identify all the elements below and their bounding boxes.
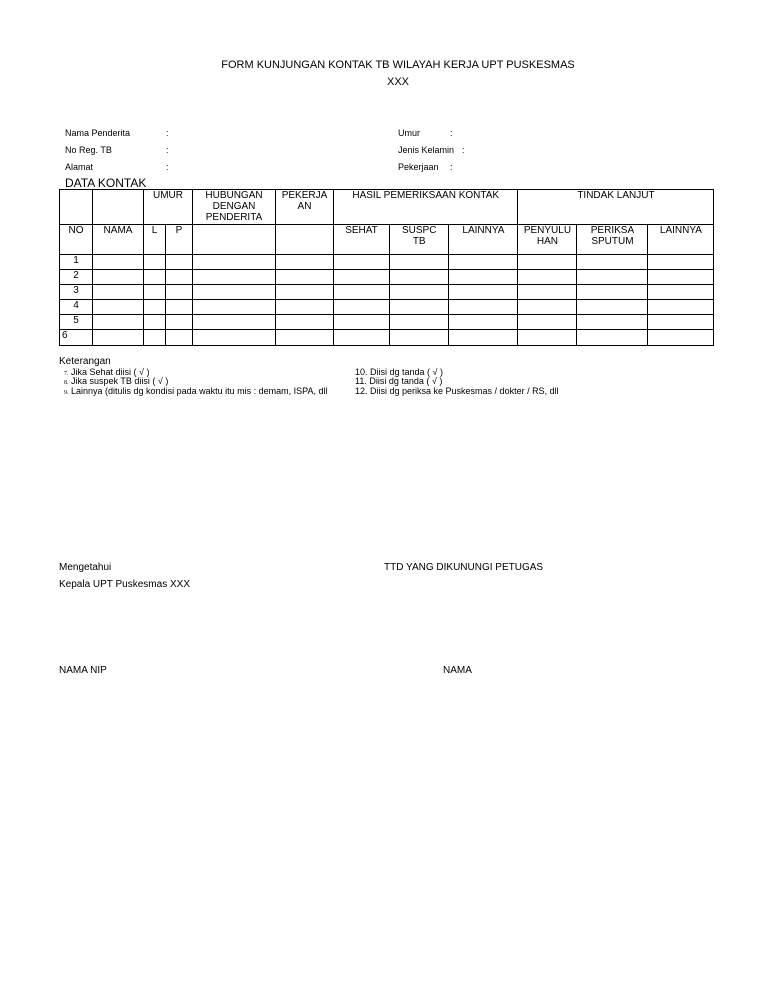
cell[interactable]	[93, 255, 144, 270]
field-sep: :	[462, 145, 465, 155]
row-number: 5	[60, 315, 93, 330]
row-number: 2	[60, 270, 93, 285]
header-nama: NAMA	[93, 225, 144, 255]
table-row	[60, 330, 714, 346]
field-sep: :	[166, 145, 169, 155]
cell[interactable]	[390, 285, 449, 300]
note-number: 9.	[64, 390, 69, 396]
header-sehat: SEHAT	[334, 225, 390, 255]
header-hasil-pemeriksaan: HASIL PEMERIKSAAN KONTAK	[334, 190, 518, 225]
table-row	[60, 270, 714, 285]
field-label-alamat: Alamat	[65, 162, 94, 172]
cell[interactable]	[518, 315, 577, 330]
cell[interactable]	[648, 270, 714, 285]
cell[interactable]	[193, 285, 276, 300]
cell[interactable]	[390, 300, 449, 315]
header-periksa-sputum: PERIKSA SPUTUM	[577, 225, 648, 255]
cell[interactable]	[166, 315, 193, 330]
table-header-row-2	[60, 225, 714, 255]
note-item: 10. Diisi dg tanda ( √ )	[355, 367, 443, 377]
cell[interactable]	[144, 270, 166, 285]
table-row	[60, 315, 714, 330]
cell[interactable]	[648, 285, 714, 300]
row-number: 3	[60, 285, 93, 300]
signature-ttd-petugas: TTD YANG DIKUNUNGI PETUGAS	[384, 562, 544, 573]
form-subtitle: XXX	[386, 76, 409, 88]
cell[interactable]	[334, 255, 390, 270]
row-number: 6	[60, 330, 93, 346]
cell[interactable]	[93, 300, 144, 315]
header-blank	[60, 190, 93, 225]
field-label-umur: Umur	[398, 128, 420, 138]
cell[interactable]	[193, 270, 276, 285]
header-blank	[193, 225, 276, 255]
cell[interactable]	[166, 270, 193, 285]
cell[interactable]	[276, 300, 334, 315]
table-header-row-1	[60, 190, 714, 225]
cell[interactable]	[648, 300, 714, 315]
header-blank	[276, 225, 334, 255]
cell[interactable]	[518, 330, 577, 346]
cell[interactable]	[334, 330, 390, 346]
signature-name: NAMA	[443, 665, 472, 676]
cell[interactable]	[276, 315, 334, 330]
field-sep: :	[450, 162, 453, 172]
cell[interactable]	[390, 255, 449, 270]
note-text: Lainnya (ditulis dg kondisi pada waktu itu mis : demam, ISPA, dll	[71, 386, 328, 396]
header-no: NO	[60, 225, 93, 255]
cell[interactable]	[93, 270, 144, 285]
note-number: 7.	[64, 371, 69, 377]
header-penyuluhan: PENYULU HAN	[518, 225, 577, 255]
note-number: 8.	[64, 380, 69, 386]
header-lainnya: LAINNYA	[648, 225, 714, 255]
cell[interactable]	[518, 270, 577, 285]
cell[interactable]	[518, 255, 577, 270]
cell[interactable]	[449, 330, 518, 346]
cell[interactable]	[93, 330, 144, 346]
cell[interactable]	[144, 285, 166, 300]
cell[interactable]	[193, 330, 276, 346]
field-label-pekerjaan: Pekerjaan	[398, 162, 439, 172]
note-item: 11. Diisi dg tanda ( √ )	[355, 376, 443, 386]
section-title: DATA KONTAK	[65, 176, 147, 190]
cell[interactable]	[648, 315, 714, 330]
cell[interactable]	[276, 330, 334, 346]
cell[interactable]	[449, 315, 518, 330]
cell[interactable]	[93, 285, 144, 300]
cell[interactable]	[166, 285, 193, 300]
note-item	[64, 386, 327, 396]
cell[interactable]	[193, 300, 276, 315]
cell[interactable]	[93, 315, 144, 330]
cell[interactable]	[193, 255, 276, 270]
header-umur: UMUR	[144, 190, 193, 225]
table-row	[60, 255, 714, 270]
cell[interactable]	[518, 285, 577, 300]
cell[interactable]	[518, 300, 577, 315]
note-text: Jika suspek TB diisi ( √ )	[71, 376, 169, 386]
data-kontak-table	[59, 189, 714, 346]
cell[interactable]	[334, 270, 390, 285]
field-sep: :	[166, 162, 169, 172]
cell[interactable]	[577, 270, 648, 285]
cell[interactable]	[390, 330, 449, 346]
table-row	[60, 300, 714, 315]
cell[interactable]	[144, 255, 166, 270]
field-sep: :	[166, 128, 169, 138]
cell[interactable]	[334, 315, 390, 330]
cell[interactable]	[648, 255, 714, 270]
cell[interactable]	[577, 315, 648, 330]
form-title: FORM KUNJUNGAN KONTAK TB WILAYAH KERJA UPT PUSKESMAS	[221, 59, 575, 71]
cell[interactable]	[449, 300, 518, 315]
note-text: Jika Sehat diisi ( √ )	[71, 367, 150, 377]
field-label-jenis-kelamin: Jenis Kelamin	[398, 145, 455, 155]
cell[interactable]	[334, 300, 390, 315]
header-l: L	[144, 225, 166, 255]
header-p: P	[166, 225, 193, 255]
cell[interactable]	[276, 285, 334, 300]
cell[interactable]	[334, 285, 390, 300]
table-row	[60, 285, 714, 300]
cell[interactable]	[648, 330, 714, 346]
cell[interactable]	[166, 300, 193, 315]
cell[interactable]	[577, 300, 648, 315]
cell[interactable]	[276, 270, 334, 285]
header-suspc-tb: SUSPC TB	[390, 225, 449, 255]
signature-name-nip: NAMA NIP	[59, 665, 107, 676]
cell[interactable]	[144, 300, 166, 315]
header-blank	[93, 190, 144, 225]
signature-mengetahui: Mengetahui	[59, 562, 112, 573]
field-sep: :	[450, 128, 453, 138]
cell[interactable]	[449, 270, 518, 285]
note-item: 12. Diisi dg periksa ke Puskesmas / dokter / RS, dll	[355, 386, 559, 396]
notes-heading: Keterangan	[59, 356, 111, 367]
header-lainnya: LAINNYA	[449, 225, 518, 255]
cell[interactable]	[166, 330, 193, 346]
cell[interactable]	[577, 330, 648, 346]
header-hubungan: HUBUNGAN DENGAN PENDERITA	[193, 190, 276, 225]
field-label-nama-penderita: Nama Penderita	[65, 128, 131, 138]
cell[interactable]	[577, 255, 648, 270]
row-number: 4	[60, 300, 93, 315]
cell[interactable]	[166, 255, 193, 270]
note-item	[64, 376, 168, 386]
header-pekerjaan: PEKERJA AN	[276, 190, 334, 225]
cell[interactable]	[449, 255, 518, 270]
cell[interactable]	[577, 285, 648, 300]
signature-kepala: Kepala UPT Puskesmas XXX	[59, 579, 190, 590]
cell[interactable]	[449, 285, 518, 300]
header-tindak-lanjut: TINDAK LANJUT	[518, 190, 714, 225]
cell[interactable]	[390, 315, 449, 330]
cell[interactable]	[144, 330, 166, 346]
cell[interactable]	[193, 315, 276, 330]
cell[interactable]	[390, 270, 449, 285]
field-label-no-reg: No Reg. TB	[65, 145, 112, 155]
row-number: 1	[60, 255, 93, 270]
cell[interactable]	[276, 255, 334, 270]
cell[interactable]	[144, 315, 166, 330]
